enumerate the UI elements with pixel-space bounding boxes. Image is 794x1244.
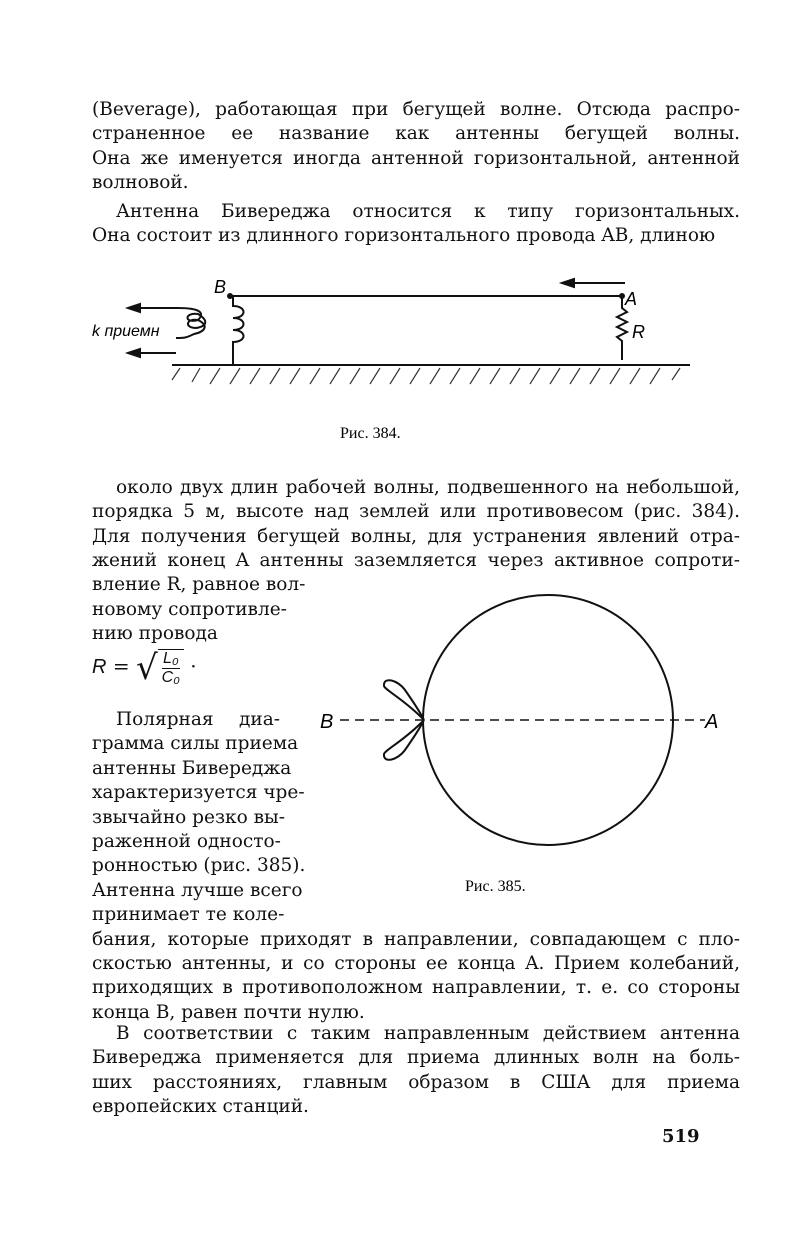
- text-line: страненное ее название как антенны бегущей волны.: [92, 123, 740, 145]
- text-line: скостью антенны, и со стороны ее конца A. Прием колебаний,: [92, 953, 740, 974]
- text-line: жений конец A антенны заземляется через активное сопроти-: [92, 549, 740, 571]
- page-number: 519: [662, 1126, 700, 1147]
- antenna-coil: [233, 296, 244, 364]
- label-B: B: [214, 277, 227, 297]
- text-line: принимает те коле-: [92, 904, 285, 926]
- text-line: волновой.: [92, 171, 189, 193]
- text-line: приходящих в противоположном направлении, т. е. со стороны: [92, 977, 740, 999]
- text-line: Антенна Бивереджа относится к типу горизонтальных.: [116, 201, 740, 222]
- formula: R = √ $\frac{\text{L₀}}{\text{C₀}}$ ·: [92, 648, 197, 688]
- text-line: характеризуется чре-: [92, 782, 305, 804]
- text-line: нию провода: [92, 622, 218, 644]
- receiver-coil: [176, 308, 205, 338]
- text-line: звычайно резко вы-: [92, 806, 286, 828]
- back-lobe-upper: [384, 680, 424, 720]
- text-line: Она состоит из длинного горизонтального провода AB, длиною: [92, 225, 716, 247]
- ground-hatching: [172, 368, 680, 384]
- figure-385-caption: Рис. 385.: [465, 878, 526, 895]
- text-line: конца B, равен почти нулю.: [92, 1001, 365, 1023]
- text-line: (Beverage), работающая при бегущей волне. Отсюда распро-: [92, 99, 740, 120]
- label-receiver: k приемн: [92, 323, 160, 340]
- text-line: антенны Бивереджа: [92, 757, 292, 779]
- text-line: новому сопротивле-: [92, 598, 287, 620]
- text-line: порядка 5 м, высоте над землей или противовесом (рис. 384).: [92, 501, 740, 523]
- formula-denominator: C₀: [161, 668, 180, 686]
- text-line: Она же именуется иногда антенной горизонтальной, антенной: [92, 147, 740, 169]
- text-line: В соответствии с таким направленным действием антенна: [116, 1023, 740, 1044]
- formula-numerator: L₀: [162, 649, 179, 667]
- text-line: Полярная диа-: [116, 709, 280, 730]
- main-lobe: [423, 595, 673, 845]
- figure-384-caption: Рис. 384.: [340, 425, 401, 442]
- text-line: раженной односто-: [92, 831, 281, 852]
- text-line: бания, которые приходят в направлении, совпадающем с пло-: [92, 928, 740, 950]
- text-line: европейских станций.: [92, 1095, 309, 1117]
- text-line: около двух длин рабочей волны, подвешенного на небольшой,: [116, 477, 740, 498]
- text-line: Бивереджа применяется для приема длинных волн на боль-: [92, 1047, 740, 1069]
- text-line: Для получения бегущей волны, для устранения явлений отра-: [92, 525, 740, 547]
- formula-eq: =: [112, 654, 130, 678]
- text-line: ронностью (рис. 385).: [92, 855, 306, 877]
- text-line: грамма силы приема: [92, 733, 299, 755]
- label-R: R: [632, 322, 645, 342]
- label-A: A: [625, 289, 638, 309]
- back-lobe-lower: [384, 720, 424, 760]
- text-line: Антенна лучше всего: [92, 879, 303, 901]
- text-line: вление R, равное вол-: [92, 574, 306, 596]
- formula-lhs: R: [92, 656, 107, 678]
- figure-384-antenna-diagram: [0, 0, 794, 460]
- text-line: ших расстояниях, главным образом в США для приема: [92, 1071, 740, 1093]
- label-A: A: [705, 711, 719, 733]
- label-B: B: [320, 711, 334, 733]
